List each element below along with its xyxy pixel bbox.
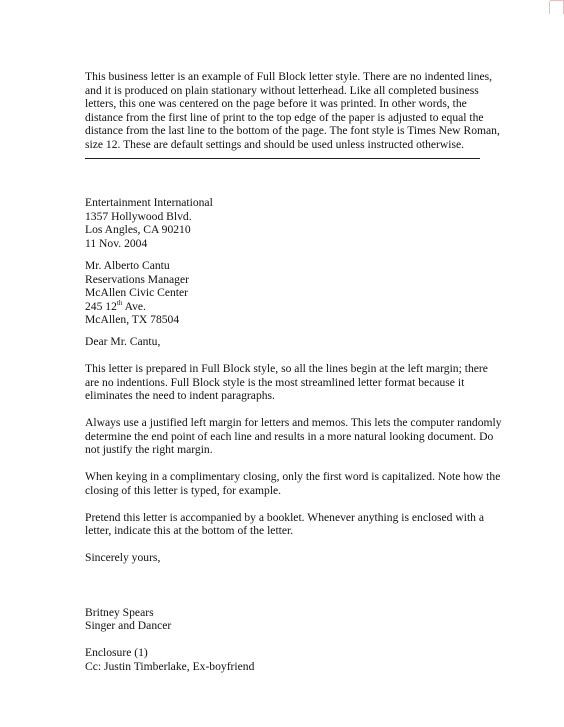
body-line: are no indentions. Full Block style is the most streamlined letter format because it — [85, 375, 465, 389]
recipient-city: McAllen, TX 78504 — [85, 313, 180, 326]
recipient-name: Mr. Alberto Cantu — [85, 259, 170, 272]
intro-line: and it is produced on plain stationary without letterhead. Like all completed business — [85, 83, 479, 97]
recipient-title: Reservations Manager — [85, 272, 189, 286]
body-paragraph — [85, 511, 495, 538]
body-line: letter, indicate this at the bottom of the letter. — [85, 524, 294, 537]
intro-paragraph — [85, 70, 500, 151]
signature-block — [85, 606, 495, 633]
letter-date: 11 Nov. 2004 — [85, 236, 148, 250]
signature-name: Britney Spears — [85, 605, 154, 619]
recipient-street-number: 245 12 — [85, 299, 117, 313]
body-line: closing of this letter is typed, for example. — [85, 483, 282, 497]
body-paragraph — [85, 362, 495, 403]
sender-street: 1357 Hollywood Blvd. — [85, 209, 192, 223]
intro-line: distance from the last line to the bottom of the page. The font style is Times New Roman, — [85, 124, 500, 137]
enclosure-notation: Enclosure (1) — [85, 646, 148, 659]
closing — [85, 551, 495, 565]
body-line: determine the end point of each line and results in a more natural looking document. Do — [85, 429, 494, 443]
horizontal-divider — [85, 158, 480, 159]
salutation-text: Dear Mr. Cantu, — [85, 335, 161, 348]
body-line: This letter is prepared in Full Block style, so all the lines begin at the left margin; there — [85, 362, 488, 375]
body-paragraph — [85, 470, 501, 497]
intro-line: This business letter is an example of Full Block letter style. There are no indented lines, — [85, 70, 493, 83]
body-line: Pretend this letter is accompanied by a booklet. Whenever anything is enclosed with a — [85, 510, 485, 524]
intro-line: size 12. These are default settings and should be used unless instructed otherwise. — [85, 137, 465, 151]
sender-city: Los Angles, CA 90210 — [85, 223, 191, 236]
closing-text: Sincerely yours, — [85, 551, 161, 564]
enclosure-block — [85, 646, 495, 673]
recipient-street-suffix: th — [116, 298, 123, 307]
sender-company: Entertainment International — [85, 196, 213, 209]
intro-line: distance from the first line of print to the top edge of the paper is adjusted to equal the — [85, 110, 484, 124]
letter-body — [85, 362, 502, 687]
salutation — [85, 335, 495, 349]
body-line: Always use a justified left margin for letters and memos. This lets the computer randomly — [85, 416, 502, 429]
recipient-street-rest: Ave. — [122, 299, 146, 313]
signature-title: Singer and Dancer — [85, 619, 172, 632]
cc-notation: Cc: Justin Timberlake, Ex-boyfriend — [85, 659, 255, 673]
recipient-organization: McAllen Civic Center — [85, 286, 189, 299]
recipient-street — [85, 300, 495, 314]
body-line: When keying in a complimentary closing, only the first word is capitalized. Note how the — [85, 470, 501, 483]
body-line: eliminates the need to indent paragraphs. — [85, 389, 275, 402]
recipient-address — [85, 259, 495, 327]
sender-address — [85, 196, 495, 250]
corner-crop-mark — [550, 0, 564, 14]
body-paragraph — [85, 416, 502, 457]
body-line: not justify the right margin. — [85, 443, 213, 456]
intro-line: letters, this one was centered on the page before it was printed. In other words, the — [85, 97, 467, 110]
